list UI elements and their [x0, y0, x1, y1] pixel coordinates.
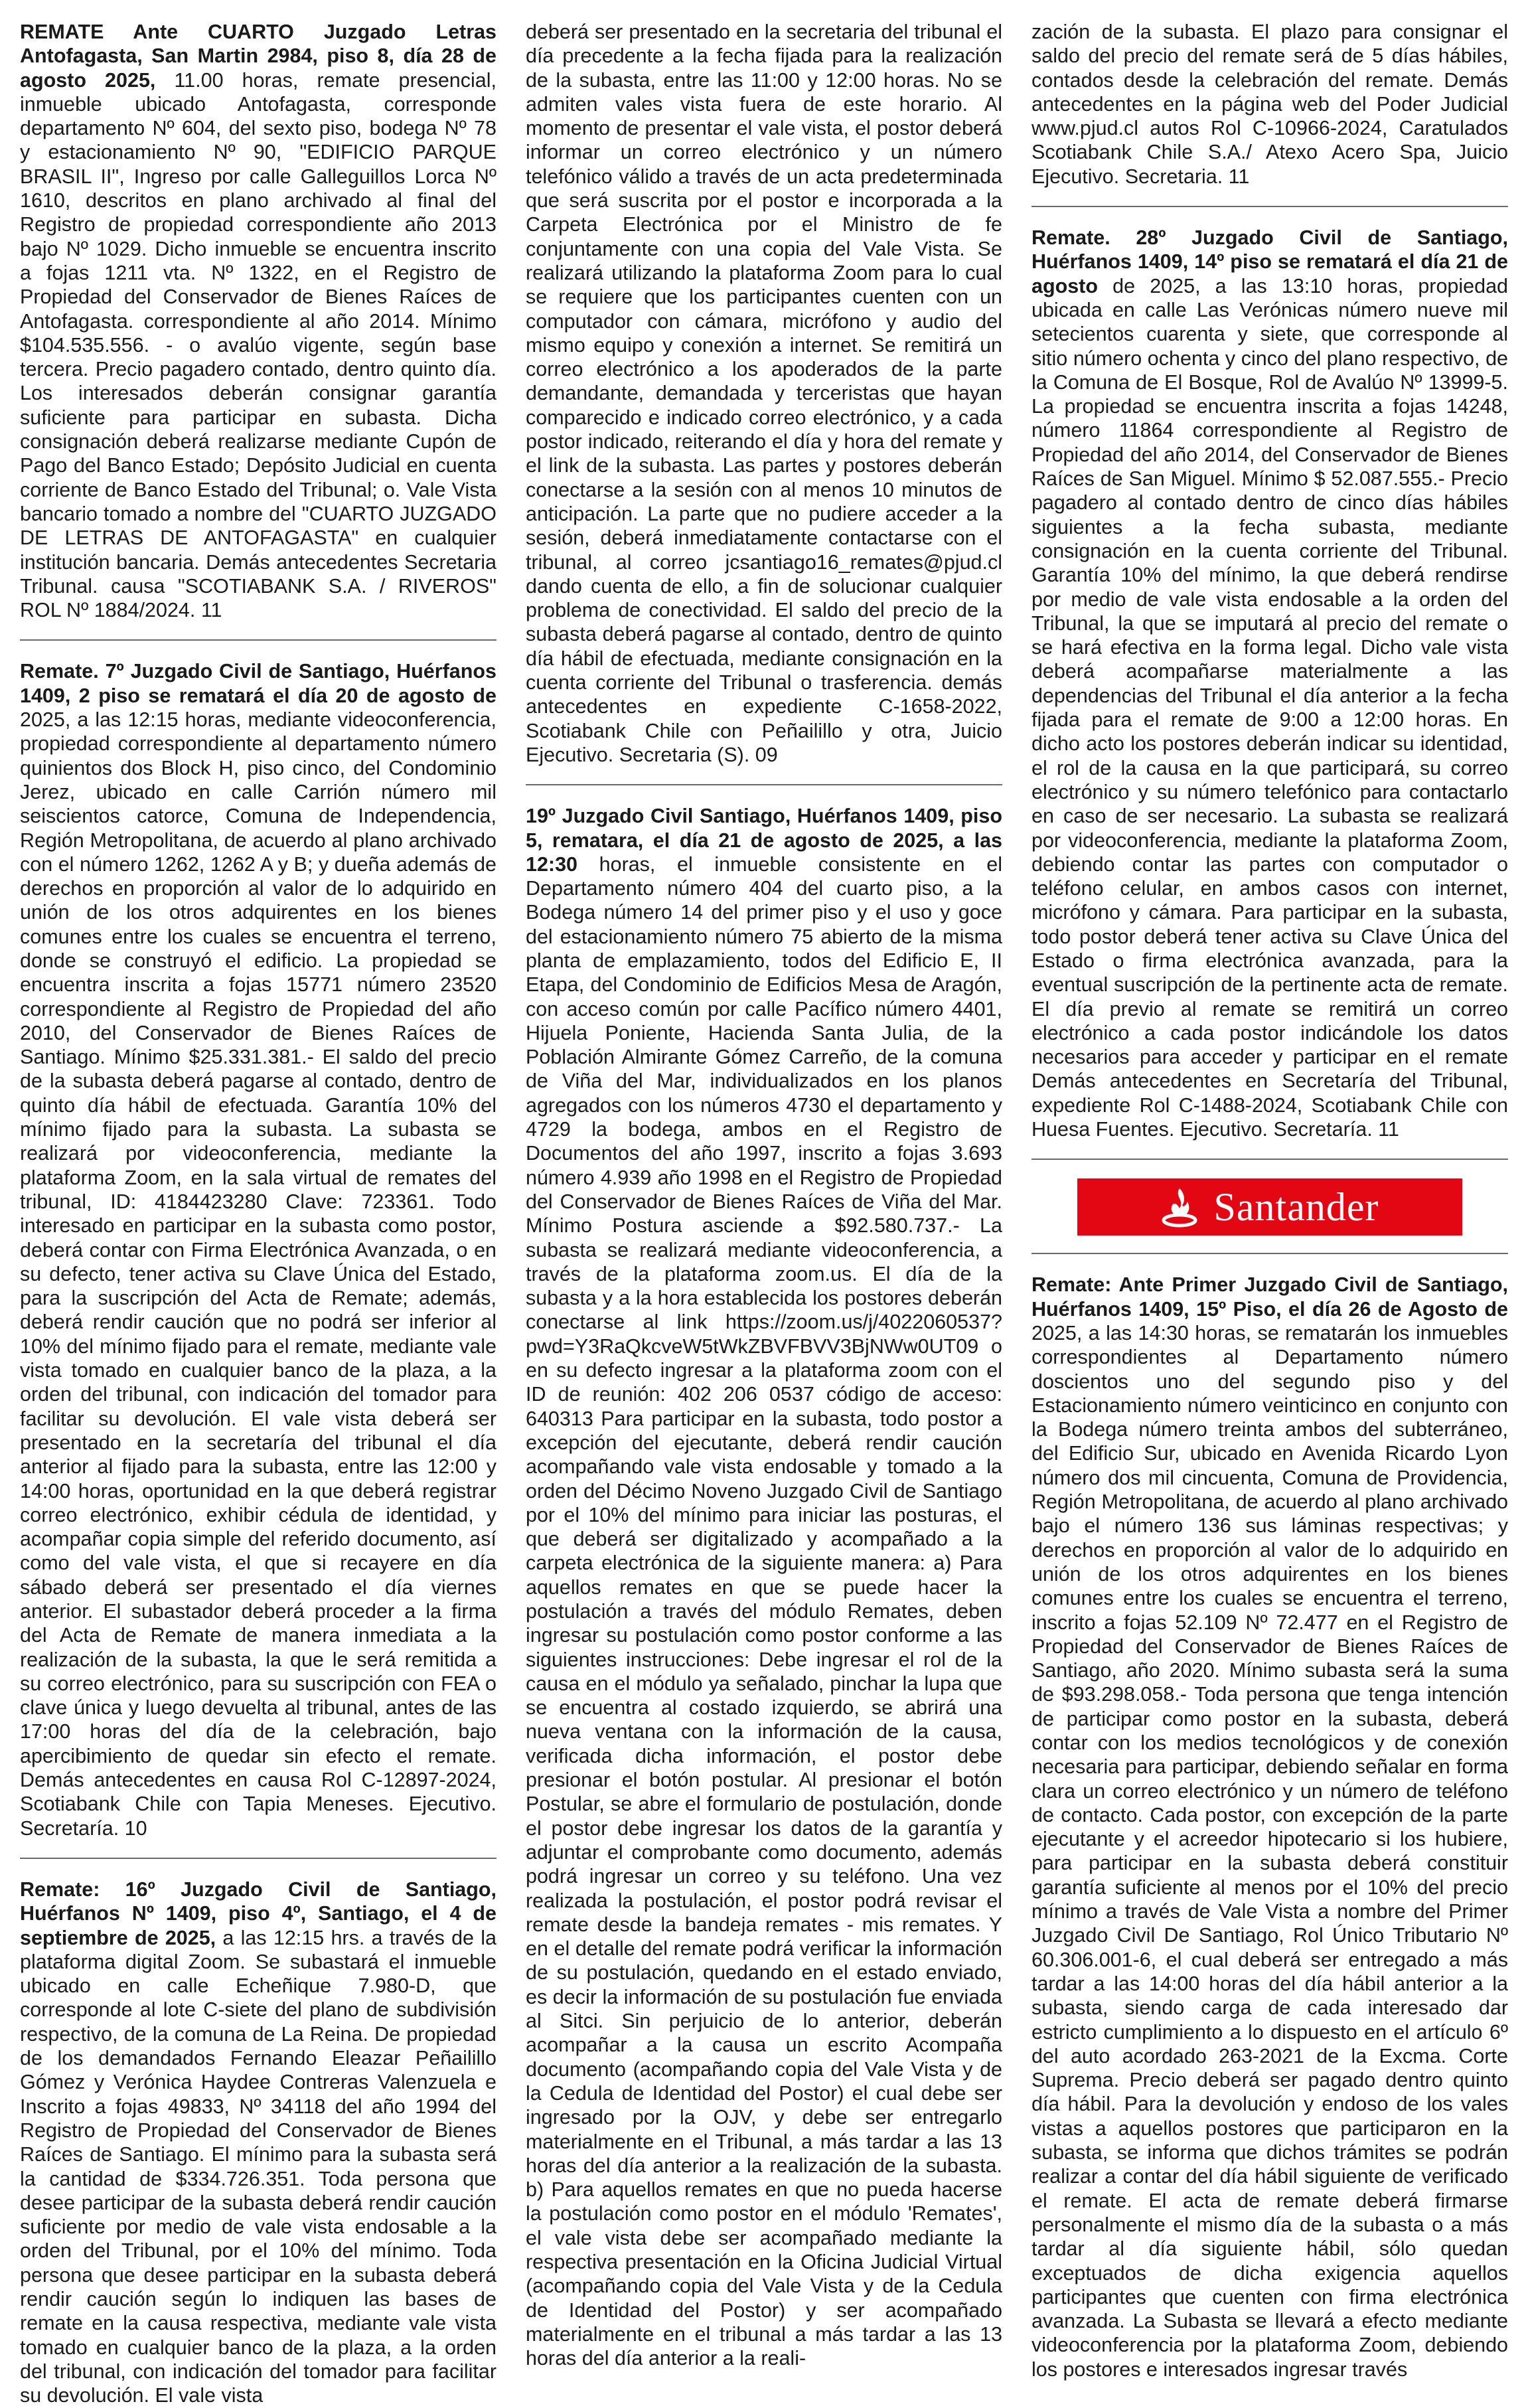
column-left	[20, 20, 497, 2407]
notice-divider	[1031, 1159, 1508, 1160]
notice-19-juzgado-continued	[1031, 20, 1508, 189]
notice-divider	[1031, 1253, 1508, 1254]
notice-28-juzgado	[1031, 226, 1508, 1141]
notice-16-juzgado	[20, 1878, 497, 2408]
notice-body: horas, el inmueble consistente en el Departamento número 404 del cuarto piso, a la Bodega número 14 del primer piso y el uso y goce del estacionamiento número 75 abierto de la misma planta de emplazamiento, todos del Edificio E, II Etapa, del Condominio de Edificios Mesa de Aragón, con acceso común por calle Pacífico número 4401, Hijuela Poniente, Hacienda Santa Julia, de la Población Almirante Gómez Carreño, de la comuna de Viña del Mar, individualizados en los planos agregados con los números 4730 el departamento y 4729 la bodega, ambos en el Registro de Documentos del año 1997, inscrito a fojas 3.693 número 4.939 año 1998 en el Registro de Propiedad del Conservador de Bienes Raíces de Viña del Mar. Mínimo Postura asciende a $92.580.737.- La subasta se realizará mediante videoconferencia, a través de la plataforma zoom.us. El día de la subasta y a la hora establecida los postores deberán conectarse al link https://zoom.us/j/4022060537?pwd=Y3RaQkcveW5tWkZBVFBVV3BjNWw0UT09 o en su defecto ingresar a la plataforma zoom con el ID de reunión: 402 206 0537 código de acceso: 640313 Para participar en la subasta, todo postor a excepción del ejecutante, deberá rendir caución acompañando vale vista endosable y tomado a la orden del Décimo Noveno Juzgado Civil de Santiago por el 10% del mínimo para iniciar las posturas, el que deberá ser digitalizado y acompañado a la carpeta electrónica de la siguiente manera: a) Para aquellos remates en que se puede hacer la postulación a través del módulo Remates, deben ingresar su postulación como postor conforme a las siguientes instrucciones: Debe ingresar el rol de la causa en el módulo ya señalado, pinchar la lupa que se encuentra al costado izquierdo, se abrirá una nueva ventana con la información de la causa, verificada dicha información, el postor debe presionar el botón postular. Al presionar el botón Postular, se abre el formulario de postulación, donde el postor debe ingresar los datos de la garantía y adjuntar el comprobante como documento, además podrá ingresar un correo y su teléfono. Una vez realizada la postulación, el postor podrá revisar el remate desde la bandeja remates - mis remates. Y en el detalle del remate podrá verificar la información de su postulación, quedando en el estado enviado, es decir la información de su postulación fue enviada al Sitci. Sin perjuicio de lo anterior, deberán acompañar a la causa un escrito Acompaña documento (acompañando copia del Vale Vista y de la Cedula de Identidad del Postor) el cual debe ser ingresado por la OJV, y debe ser entregarlo materialmente en el Tribunal, a más tardar a las 13 horas del día anterior a la realización de la subasta. b) Para aquellos remates en que no pueda hacerse la postulación como postor en el módulo 'Remates', el vale vista debe ser acompañado mediante la respectiva presentación en la Oficina Judicial Virtual (acompañando copia del Vale Vista y de la Cedula de Identidad del Postor) y ser acompañado materialmente en el tribunal a más tardar a las 13 horas del día anterior a la reali-	[526, 852, 1002, 2370]
notice-heading: REMATE Ante CUARTO Juzgado Letras Antofagasta, San Martin 2984, piso 8, día 28 de agosto 2025,	[20, 21, 497, 92]
notice-heading: Remate. 28º Juzgado Civil de Santiago, Huérfanos 1409, 14º piso se rematará el día 21 de agosto	[1031, 226, 1508, 297]
notice-body: 11.00 horas, remate presencial, inmueble ubicado Antofagasta, corresponde departamento Nº 604, del sexto piso, bodega Nº 78 y estacionamiento Nº 90, "EDIFICIO PARQUE BRASIL II", Ingreso por calle Galleguillos Lorca Nº 1610, descritos en plano archivado al final del Registro de propiedad correspondiente año 2013 bajo Nº 1029. Dicho inmueble se encuentra inscrito a fojas 1211 vta. Nº 1322, en el Registro de Propiedad del Conservador de Bienes Raíces de Antofagasta. correspondiente al año 2014. Mínimo $104.535.556. - o avalúo vigente, según base tercera. Precio pagadero contado, dentro quinto día. Los interesados deberán consignar garantía suficiente para participar en subasta. Dicha consignación deberá realizarse mediante Cupón de Pago del Banco Estado; Depósito Judicial en cuenta corriente de Banco Estado del Tribunal; o. Vale Vista bancario tomado a nombre del "CUARTO JUZGADO DE LETRAS DE ANTOFAGASTA" en cualquier institución bancaria. Demás antecedentes Secretaria Tribunal. causa "SCOTIABANK S.A. / RIVEROS" ROL Nº 1884/2024. 11	[20, 68, 497, 622]
notice-heading: Remate: 16º Juzgado Civil de Santiago, Huérfanos Nº 1409, piso 4º, Santiago, el 4 de septiembre de 2025,	[20, 1878, 497, 1949]
notice-7-juzgado	[20, 659, 497, 1840]
classifieds-page	[20, 20, 1508, 2407]
column-right	[1031, 20, 1508, 2381]
notice-body: 2025, a las 14:30 horas, se rematarán los inmuebles correspondientes al Departamento número doscientos uno del segundo piso y del Estacionamiento número veinticinco en conjunto con la Bodega número treinta ambos del subterráneo, del Edificio Sur, ubicado en Avenida Ricardo Lyon número dos mil cincuenta, Comuna de Providencia, Región Metropolitana, de acuerdo al plano archivado bajo el número 136 sus láminas respectivas; y derechos en proporción al valor de lo adquirido en unión de los otros adquirentes en los bienes comunes entre los cuales se encuentra el terreno, inscrito a fojas 52.109 Nº 72.477 en el Registro de Propiedad del Conservador de Bienes Raíces de Santiago, año 2020. Mínimo subasta será la suma de $93.298.058.- Toda persona que tenga intención de participar como postor en la subasta, deberá contar con los medios tecnológicos y de conexión necesaria para participar, debiendo señalar en forma clara un correo electrónico y un número de teléfono de contacto. Cada postor, con excepción de la parte ejecutante y el acreedor hipotecario si los hubiere, para participar en la subasta deberá constituir garantía suficiente al menos por el 10% del precio mínimo a través de Vale Vista a nombre del Primer Juzgado Civil De Santiago, Rol Único Tributario Nº 60.306.001-6, el cual deberá ser entregado a más tardar a las 14:00 horas del día hábil anterior a la subasta, siendo carga de cada interesado dar estricto cumplimiento a lo dispuesto en el artículo 6º del auto acordado 263-2021 de la Excma. Corte Suprema. Precio deberá ser pagado dentro quinto día hábil. Para la devolución y endoso de los vales vistas a aquellos postores que participaron en la subasta, se informa que dichos trámites se podrán realizar a contar del día hábil siguiente de verificado el remate. El acta de remate deberá firmarse personalmente el mismo día de la subasta o a más tardar al día siguiente hábil, sólo quedan exceptuados de dicha exigencia aquellos participantes que cuenten con firma electrónica avanzada. La Subasta se llevará a efecto mediante videoconferencia por la plataforma Zoom, debiendo los postores e interesados ingresar través	[1031, 1321, 1508, 2381]
flame-icon	[1161, 1187, 1198, 1227]
notice-16-juzgado-continued	[526, 20, 1002, 767]
notice-body: de 2025, a las 13:10 horas, propiedad ubicada en calle Las Verónicas número nueve mil setecientos cuarenta y siete, que corresponde al sitio número ochenta y cinco del plano respectivo, de la Comuna de El Bosque, Rol de Avalúo Nº 13999-5. La propiedad se encuentra inscrita a fojas 14248, número 11864 correspondiente al Registro de Propiedad del año 2014, del Conservador de Bienes Raíces de San Miguel. Mínimo $ 52.087.555.- Precio pagadero al contado dentro de cinco días hábiles siguientes a la fecha subasta, mediante consignación en la cuenta corriente del Tribunal. Garantía 10% del mínimo, la que deberá rendirse por medio de vale vista endosable a la orden del Tribunal, la que se imputará al precio del remate o se hará efectiva en la forma legal. Dicho vale vista deberá acompañarse materialmente a las dependencias del Tribunal el día anterior a la fecha fijada para el remate de 9:00 a 12:00 horas. En dicho acto los postores deberán indicar su identidad, el rol de la causa en la que participará, su correo electrónico y su número telefónico para contactarlo en caso de ser necesario. La subasta se realizará por videoconferencia, mediante la plataforma Zoom, debiendo contar las partes con computador o teléfono celular, en ambos casos con internet, micrófono y cámara. Para participar en la subasta, todo postor deberá tener activa su Clave Única del Estado o firma electrónica avanzada, para la eventual suscripción de la pertinente acta de remate. El día previo al remate se remitirá un correo electrónico a cada postor indicándole los datos necesarios para acceder y participar en el remate Demás antecedentes en Secretaría del Tribunal, expediente Rol C-1488-2024, Scotiabank Chile con Huesa Fuentes. Ejecutivo. Secretaría. 11	[1031, 274, 1508, 1141]
notice-heading: Remate: Ante Primer Juzgado Civil de Santiago, Huérfanos 1409, 15º Piso, el día 26 de Agosto de	[1031, 1273, 1508, 1321]
notice-divider	[20, 1858, 497, 1859]
santander-wordmark: Santander	[1213, 1184, 1379, 1229]
notice-antofagasta	[20, 20, 497, 622]
notice-body: deberá ser presentado en la secretaria del tribunal el día precedente a la fecha fijada para la realización de la subasta, entre las 11:00 y 12:00 horas. No se admiten vales vista fuera de este horario. Al momento de presentar el vale vista, el postor deberá informar un correo electrónico y un número telefónico válido a través de un acta predeterminada que será suscrita por el postor e incorporada a la Carpeta Electrónica por el Ministro de fe conjuntamente con una copia del Vale Vista. Se realizará utilizando la plataforma Zoom para lo cual se requiere que los participantes cuenten con un computador con cámara, micrófono y audio del mismo equipo y conexión a internet. Se remitirá un correo electrónico a los apoderados de la parte demandante, demandada y terceristas que hayan comparecido e indicado correo electrónico, y a cada postor indicado, reiterando el día y hora del remate y el link de la subasta. Las partes y postores deberán conectarse a la sesión con al menos 10 minutos de anticipación. La parte que no pudiere acceder a la sesión, deberá inmediatamente contactarse con el tribunal, al correo jcsantiago16_remates@pjud.cl dando cuenta de ello, a fin de solucionar cualquier problema de conectividad. El saldo del precio de la subasta deberá pagarse al contado, dentro de quinto día hábil de efectuada, mediante consignación en la cuenta corriente del Tribunal o trasferencia. demás antecedentes en expediente C-1658-2022, Scotiabank Chile con Peñailillo y otra, Juicio Ejecutivo. Secretaria (S). 09	[526, 21, 1002, 766]
column-middle	[526, 20, 1002, 2370]
notice-heading: 19º Juzgado Civil Santiago, Huérfanos 1409, piso 5, rematara, el día 21 de agosto de 2025, a las 12:30	[526, 805, 1002, 876]
notice-divider	[20, 639, 497, 641]
notice-heading: Remate. 7º Juzgado Civil de Santiago, Huérfanos 1409, 2 piso se rematará el día 20 de agosto de	[20, 660, 497, 707]
santander-logo	[1077, 1178, 1462, 1236]
notice-divider	[1031, 206, 1508, 207]
notice-body: a las 12:15 hrs. a través de la plataforma digital Zoom. Se subastará el inmueble ubicado en calle Echeñique 7.980-D, que corresponde al lote C-siete del plano de subdivisión respectivo, de la comuna de La Reina. De propiedad de los demandados Fernando Eleazar Peñailillo Gómez y Verónica Haydee Contreras Valenzuela e Inscrito a fojas 49833, Nº 34118 del año 1994 del Registro de Propiedad del Conservador de Bienes Raíces de Santiago. El mínimo para la subasta será la cantidad de $334.726.351. Toda persona que desee participar de la subasta deberá rendir caución suficiente por medio de vale vista endosable a la orden del Tribunal, por el 10% del mínimo. Toda persona que desee participar en la subasta deberá rendir caución según lo indiquen las bases de remate en la causa respectiva, mediante vale vista tomado en cualquier banco de la plaza, a la orden del tribunal, con indicación del tomador para facilitar su devolución. El vale vista	[20, 1926, 497, 2407]
notice-body: zación de la subasta. El plazo para consignar el saldo del precio del remate será de 5 días hábiles, contados desde la celebración del remate. Demás antecedentes en la página web del Poder Judicial www.pjud.cl autos Rol C-10966-2024, Caratulados Scotiabank Chile S.A./ Atexo Acero Spa, Juicio Ejecutivo. Secretaria. 11	[1031, 21, 1508, 188]
notice-body: 2025, a las 12:15 horas, mediante videoconferencia, propiedad correspondiente al departamento número quinientos dos Block H, piso cinco, del Condominio Jerez, ubicado en calle Carrión número mil seiscientos catorce, Comuna de Independencia, Región Metropolitana, de acuerdo al plano archivado con el número 1262, 1262 A y B; y dueña además de derechos en proporción al valor de lo adquirido en unión de los otros adquirentes en los bienes comunes entre los cuales se encuentra el terreno, donde se construyó el edificio. La propiedad se encuentra inscrita a fojas 15771 número 23520 correspondiente al Registro de Propiedad del año 2010, del Conservador de Bienes Raíces de Santiago. Mínimo $25.331.381.- El saldo del precio de la subasta deberá pagarse al contado, dentro de quinto día hábil de efectuada. Garantía 10% del mínimo fijado para la subasta. La subasta se realizará por videoconferencia, mediante la plataforma Zoom, en la sala virtual de remates del tribunal, ID: 4184423280 Clave: 723361. Todo interesado en participar en la subasta como postor, deberá contar con Firma Electrónica Avanzada, o en su defecto, tener activa su Clave Única del Estado, para la suscripción del Acta de Remate; además, deberá rendir caución que no podrá ser inferior al 10% del mínimo fijado para el remate, mediante vale vista tomado en cualquier banco de la plaza, a la orden del tribunal, con indicación del tomador para facilitar su devolución. El vale vista deberá ser presentado en la secretaría del tribunal el día anterior al fijado para la subasta, entre las 12:00 y 14:00 horas, oportunidad en la que deberá registrar correo electrónico, exhibir cédula de identidad, y acompañar copia simple del referido documento, así como del vale vista, el que si recayere en día sábado deberá ser presentado el día viernes anterior. El subastador deberá proceder a la firma del Acta de Remate de manera inmediata a la realización de la subasta, la que le será remitida a su correo electrónico, para su suscripción con FEA o clave única y luego devuelta al tribunal, antes de las 17:00 horas del día de la celebración, bajo apercibimiento de quedar sin efecto el remate. Demás antecedentes en causa Rol C-12897-2024, Scotiabank Chile con Tapia Meneses. Ejecutivo. Secretaría. 10	[20, 708, 497, 1840]
notice-19-juzgado	[526, 804, 1002, 2370]
notice-divider	[526, 784, 1002, 785]
notice-1-juzgado	[1031, 1273, 1508, 2381]
